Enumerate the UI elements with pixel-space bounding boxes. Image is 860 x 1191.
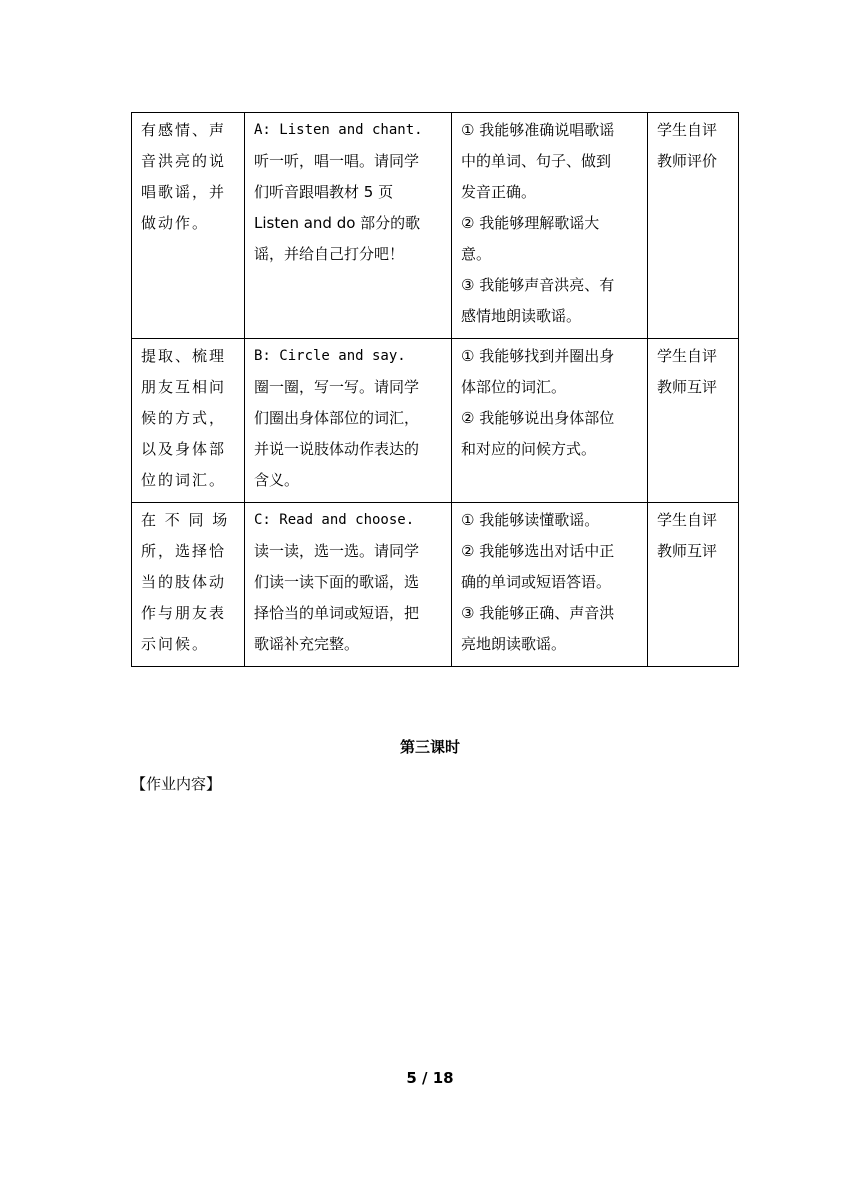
criteria-line: ② 我能够说出身体部位 [461,409,615,427]
task-cell [245,113,452,339]
criteria-line: ① 我能够读懂歌谣。 [461,511,600,529]
criteria-line: ① 我能够找到并圈出身 [461,347,615,365]
task-line: 择恰当的单词或短语，把 [254,604,420,622]
goal-line: 当的肢体动 [141,573,227,591]
goal-line: 所，选择恰 [141,542,227,560]
goal-line: 有感情、声 [141,121,227,139]
criteria-line: ③ 我能够正确、声音洪 [461,604,615,622]
criteria-line: 感情地朗读歌谣。 [461,307,582,325]
eval-type-line: 教师互评 [657,542,718,560]
criteria-cell [452,113,648,339]
page-number: 5 / 18 [406,1069,454,1087]
criteria-line: ② 我能够理解歌谣大 [461,214,600,232]
task-title: C: Read and choose. [254,512,415,528]
criteria-line: 发音正确。 [461,183,537,201]
goal-cell [132,339,245,503]
eval-type-cell [648,113,739,339]
criteria-line: ① 我能够准确说唱歌谣 [461,121,615,139]
goal-line: 位的词汇。 [141,471,227,489]
criteria-line: 亮地朗读歌谣。 [461,635,567,653]
goal-cell [132,503,245,667]
goal-line: 做动作。 [141,214,210,232]
criteria-line: 体部位的词汇。 [461,378,567,396]
eval-type-line: 教师互评 [657,378,718,396]
eval-type-line: 学生自评 [657,511,718,529]
eval-type-cell [648,339,739,503]
goal-line: 朋友互相问 [141,378,227,396]
criteria-cell [452,339,648,503]
task-cell [245,503,452,667]
task-line: 含义。 [254,471,300,489]
goal-line: 示问候。 [141,635,210,653]
goal-line: 候的方式， [141,409,227,427]
task-line: 圈一圈，写一写。请同学 [254,378,420,396]
evaluation-table [131,112,739,667]
goal-line: 作与朋友表 [141,604,227,622]
task-line: 歌谣补充完整。 [254,635,360,653]
criteria-line: 中的单词、句子、做到 [461,152,612,170]
task-line: 谣，并给自己打分吧！ [254,245,405,263]
goal-line: 以及身体部 [141,440,227,458]
criteria-line: 确的单词或短语答语。 [461,573,612,591]
task-line: 读一读，选一选。请同学 [254,542,420,560]
task-line: Listen and do 部分的歌 [254,214,421,232]
eval-type-line: 学生自评 [657,347,718,365]
goal-cell [132,113,245,339]
table-row [132,339,739,503]
goal-line: 提取、梳理 [141,347,227,365]
criteria-line: ③ 我能够声音洪亮、有 [461,276,615,294]
criteria-line: 和对应的问候方式。 [461,440,597,458]
lesson-title: 第三课时 [399,738,460,756]
task-line: 们圈出身体部位的词汇， [254,409,420,427]
task-line: 听一听，唱一唱。请同学 [254,152,420,170]
goal-line: 音洪亮的说 [141,152,227,170]
table-row [132,113,739,339]
table-row [132,503,739,667]
eval-type-line: 教师评价 [657,152,718,170]
criteria-line: 意。 [461,245,492,263]
eval-type-line: 学生自评 [657,121,718,139]
eval-type-cell [648,503,739,667]
task-line: 并说一说肢体动作表达的 [254,440,420,458]
goal-line: 在 不 同 场 [141,511,230,529]
task-line: 们听音跟唱教材 5 页 [254,183,394,201]
goal-line: 唱歌谣，并 [141,183,227,201]
task-title: B: Circle and say. [254,348,406,364]
criteria-line: ② 我能够选出对话中正 [461,542,615,560]
homework-heading: 【作业内容】 [131,775,222,793]
criteria-cell [452,503,648,667]
task-title: A: Listen and chant. [254,122,423,138]
task-line: 们读一读下面的歌谣，选 [254,573,420,591]
task-cell [245,339,452,503]
